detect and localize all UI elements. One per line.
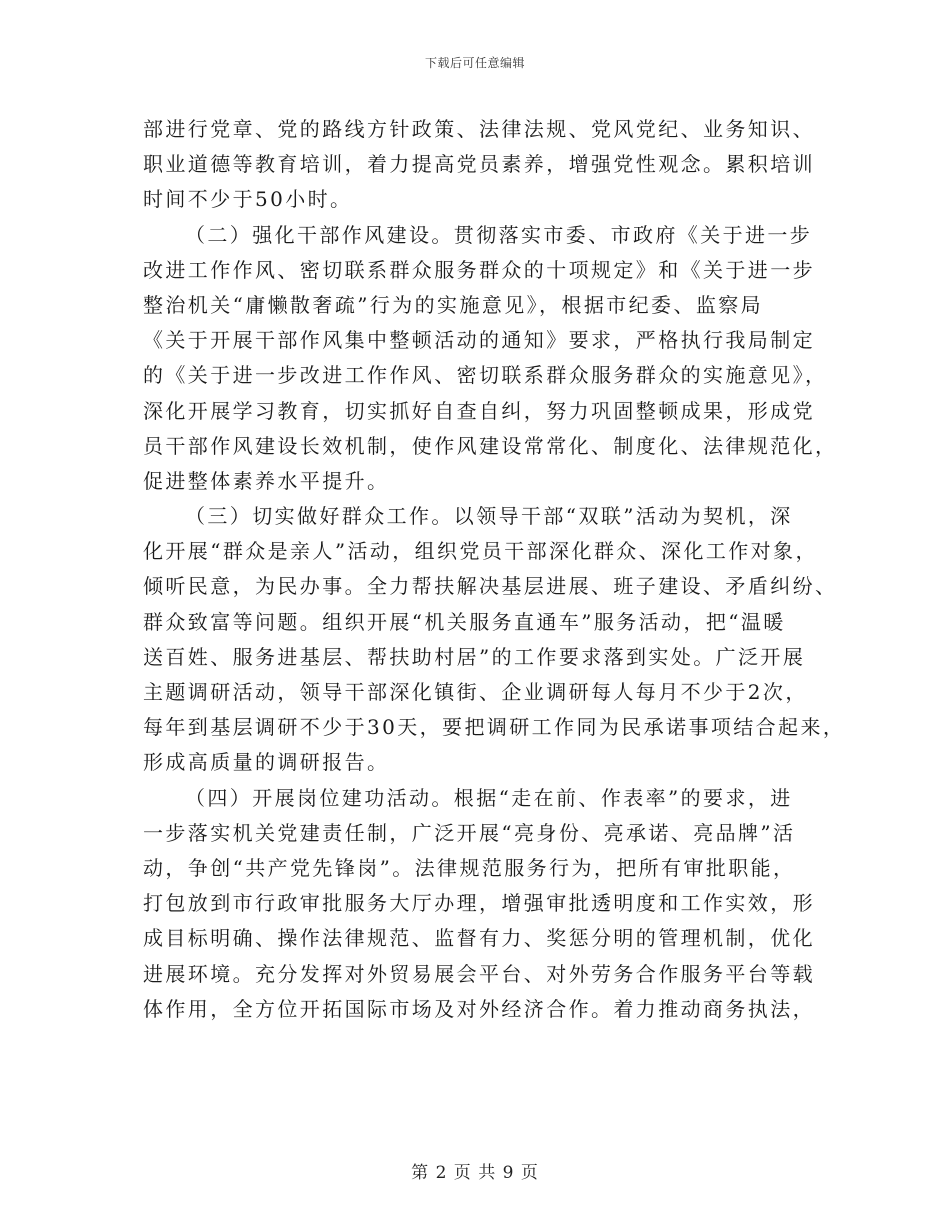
body-line: 改进工作作风、密切联系群众服务群众的十项规定》和《关于进一步 (143, 257, 815, 282)
body-line: 送百姓、服务进基层、帮扶助村居”的工作要求落到实处。广泛开展 (143, 644, 806, 669)
body-line: 《关于开展干部作风集中整顿活动的通知》要求，严格执行我局制定 (143, 328, 815, 353)
page-footer: 第 2 页 共 9 页 (411, 1163, 539, 1183)
body-line: 动，争创“共产党先锋岗”。法律规范服务行为，把所有审批职能， (143, 855, 796, 880)
body-line: 的《关于进一步改进工作作风、密切联系群众服务群众的实施意见》， (143, 363, 828, 388)
body-line: 深化开展学习教育，切实抓好自查自纠，努力巩固整顿成果，形成党 (143, 398, 815, 423)
body-line: 一步落实机关党建责任制，广泛开展“亮身份、亮承诺、亮品牌”活 (143, 820, 796, 845)
page-header: 下载后可任意编辑 (424, 56, 525, 70)
section-four-start: （四）开展岗位建功活动。根据“走在前、作表率”的要求，进 (185, 785, 793, 810)
body-line: 促进整体素养水平提升。 (143, 468, 390, 493)
body-line: 整治机关“庸懒散奢疏”行为的实施意见》，根据市纪委、监察局 (143, 292, 764, 317)
body-line: 主题调研活动，领导干部深化镇街、企业调研每人每月不少于2次， (143, 680, 808, 704)
body-line: 部进行党章、党的路线方针政策、法律法规、党风党纪、业务知识、 (143, 117, 815, 141)
body-line: 体作用，全方位开拓国际市场及对外经济合作。着力推动商务执法， (143, 996, 815, 1021)
document-body (143, 112, 846, 1027)
body-line: 成目标明确、操作法律规范、监督有力、奖惩分明的管理机制，优化 (143, 926, 815, 951)
body-line: 形成高质量的调研报告。 (143, 750, 390, 775)
body-line: 职业道德等教育培训，着力提高党员素养，增强党性观念。累积培训 (143, 152, 815, 177)
section-three-start: （三）切实做好群众工作。以领导干部“双联”活动为契机，深 (185, 504, 793, 529)
body-line: 倾听民意，为民办事。全力帮扶解决基层进展、班子建设、矛盾纠纷、 (143, 574, 838, 599)
body-line: 进展环境。充分发挥对外贸易展会平台、对外劳务合作服务平台等载 (143, 961, 815, 986)
body-line: 化开展“群众是亲人”活动，组织党员干部深化群众、深化工作对象， (143, 539, 818, 564)
section-two-start: （二）强化干部作风建设。贯彻落实市委、市政府《关于进一步 (185, 222, 813, 247)
body-line: 每年到基层调研不少于30天，要把调研工作同为民承诺事项结合起来， (143, 715, 846, 740)
body-line: 群众致富等问题。组织开展“机关服务直通车”服务活动，把“温暖 (143, 609, 786, 634)
body-line: 时间不少于50小时。 (143, 187, 353, 212)
body-line: 员干部作风建设长效机制，使作风建设常常化、制度化、法律规范化， (143, 433, 838, 458)
body-line: 打包放到市行政审批服务大厅办理，增强审批透明度和工作实效，形 (143, 891, 815, 916)
